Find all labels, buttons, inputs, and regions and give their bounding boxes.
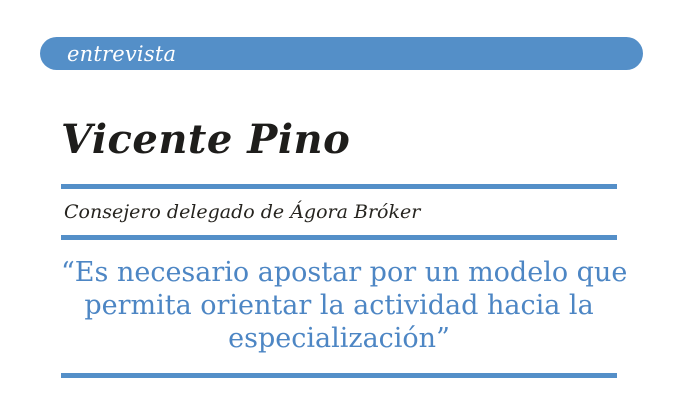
pull-quote-line-2: permita orientar la actividad hacia la bbox=[84, 290, 594, 321]
divider-middle bbox=[61, 235, 617, 240]
pull-quote-line-1: “Es necesario apostar por un modelo que bbox=[61, 257, 628, 288]
section-banner bbox=[40, 37, 643, 70]
pull-quote bbox=[61, 256, 628, 355]
interviewee-name: Vicente Pino bbox=[61, 116, 351, 163]
interviewee-role: Consejero delegado de Ágora Bróker bbox=[64, 201, 421, 223]
divider-top bbox=[61, 184, 617, 189]
section-banner-label: entrevista bbox=[67, 41, 177, 66]
divider-bottom bbox=[61, 373, 617, 378]
pull-quote-line-3: especialización” bbox=[228, 323, 450, 354]
